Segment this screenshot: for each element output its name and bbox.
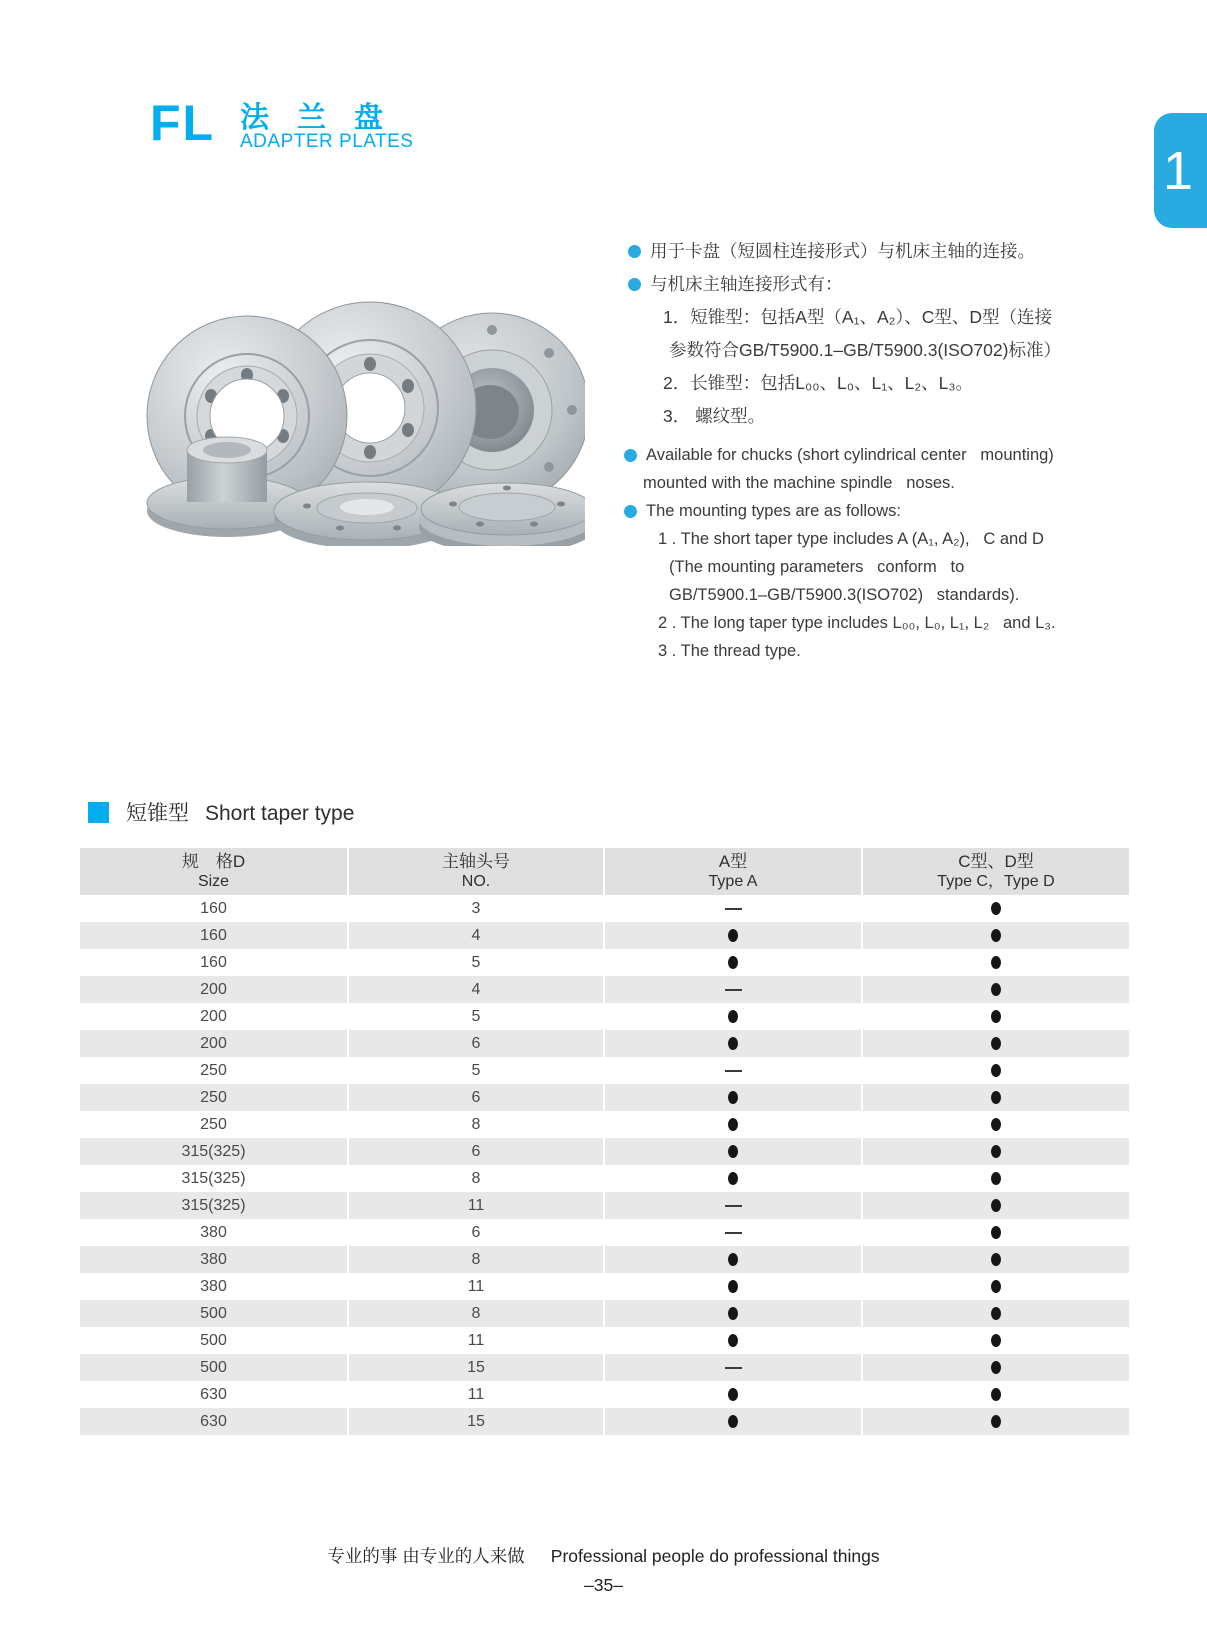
page-number: –35– [584,1575,623,1595]
not-available-dash-icon [725,1070,742,1072]
available-dot-icon [991,1280,1001,1293]
intro-line [624,497,1204,525]
type-cd-cell [863,1327,1129,1354]
size-cell: 500 [200,1331,227,1349]
no-cell: 4 [349,976,603,1003]
section-marker-icon [88,802,109,823]
table-header-row [80,848,1129,895]
intro-line [624,469,1204,497]
type-cd-cell [863,1165,1129,1192]
intro-line [628,399,1193,432]
bullet-icon [628,245,641,258]
available-dot-icon [728,1388,738,1401]
size-cell: 315(325) [80,1192,347,1219]
type-a-cell [605,1030,861,1057]
bullet-icon [624,449,637,462]
available-dot-icon [991,1118,1001,1131]
intro-line-text: (The mounting parameters conform to [669,557,965,576]
size-cell: 315(325) [181,1169,246,1187]
type-a-cell [605,1003,861,1030]
size-cell: 500 [80,1354,347,1381]
intro-line [628,234,1193,267]
col-header-size: 规 格D Size [80,848,347,895]
table-row [80,949,1129,976]
intro-line [624,609,1204,637]
type-a-cell [605,895,861,922]
page-title-en: ADAPTER PLATES [240,131,414,152]
no-cell: 11 [467,1385,485,1403]
col-header-no: 主轴头号 NO. [349,848,603,895]
intro-line-text: 与机床主轴连接形式有： [650,274,843,294]
available-dot-icon [728,929,738,942]
intro-line [628,366,1193,399]
type-cd-cell [863,1192,1129,1219]
available-dot-icon [728,956,738,969]
not-available-dash-icon [725,1205,742,1207]
bullet-icon [628,278,641,291]
intro-line-text: Available for chucks (short cylindrical center mounting) [646,445,1054,464]
no-cell: 11 [467,1331,485,1349]
intro-line-text: mounted with the machine spindle noses. [643,473,955,492]
available-dot-icon [991,929,1001,942]
type-cd-cell [863,1246,1129,1273]
intro-line-text: 参数符合GB/T5900.1–GB/T5900.3(ISO702)标准） [669,340,1061,360]
type-cd-cell [863,1084,1129,1111]
intro-en-block [624,441,1204,665]
size-cell: 380 [200,1277,227,1295]
available-dot-icon [991,1226,1001,1239]
intro-line [628,267,1193,300]
type-a-cell [605,1192,861,1219]
available-dot-icon [728,1118,738,1131]
no-cell: 11 [467,1277,485,1295]
available-dot-icon [991,1145,1001,1158]
available-dot-icon [728,1037,738,1050]
table-row [80,1084,1129,1111]
table-row [80,1246,1129,1273]
chapter-number: 1 [1163,140,1194,201]
bullet-icon [624,505,637,518]
available-dot-icon [728,1280,738,1293]
type-a-cell [605,1273,861,1300]
table-row [80,1003,1129,1030]
available-dot-icon [991,1307,1001,1320]
type-cd-cell [863,1057,1129,1084]
table-row [80,1354,1129,1381]
size-cell: 500 [80,1300,347,1327]
intro-line-text: 用于卡盘（短圆柱连接形式）与机床主轴的连接。 [650,241,1035,261]
no-cell: 4 [349,922,603,949]
type-cd-cell [863,1273,1129,1300]
table-row [80,1219,1129,1246]
no-cell: 6 [349,1030,603,1057]
available-dot-icon [991,956,1001,969]
intro-line [628,300,1193,333]
size-cell: 160 [200,953,227,971]
table-row [80,1327,1129,1354]
type-a-cell [605,1084,861,1111]
available-dot-icon [728,1010,738,1023]
table-row [80,1381,1129,1408]
size-cell: 160 [200,899,227,917]
no-cell: 8 [471,1115,481,1133]
type-cd-cell [863,1138,1129,1165]
type-a-cell [605,1111,861,1138]
type-cd-cell [863,1381,1129,1408]
type-a-cell [605,1165,861,1192]
size-cell: 250 [80,1084,347,1111]
table-row [80,1030,1129,1057]
not-available-dash-icon [725,1367,742,1369]
type-a-cell [605,949,861,976]
available-dot-icon [991,1172,1001,1185]
table-row [80,1192,1129,1219]
available-dot-icon [991,1010,1001,1023]
size-cell: 200 [200,1007,227,1025]
no-cell: 8 [349,1246,603,1273]
type-cd-cell [863,1300,1129,1327]
intro-line-text: 1 . The short taper type includes A (A₁, A₂), C and D [658,529,1044,548]
type-a-cell [605,1327,861,1354]
table-row [80,976,1129,1003]
intro-line-text: GB/T5900.1–GB/T5900.3(ISO702) standards). [669,585,1020,604]
size-cell: 630 [200,1385,227,1403]
no-cell: 15 [349,1354,603,1381]
flange-flat-right [419,483,585,546]
no-cell: 5 [471,1007,481,1025]
available-dot-icon [991,1415,1001,1428]
intro-line [628,333,1193,366]
size-cell: 250 [200,1061,227,1079]
available-dot-icon [991,1361,1001,1374]
type-cd-cell [863,976,1129,1003]
table-row [80,1408,1129,1435]
type-a-cell [605,922,861,949]
available-dot-icon [991,1388,1001,1401]
type-a-cell [605,1381,861,1408]
type-cd-cell [863,1111,1129,1138]
available-dot-icon [991,1253,1001,1266]
short-taper-table [80,848,1129,1435]
type-cd-cell [863,1408,1129,1435]
not-available-dash-icon [725,908,742,910]
size-cell: 380 [80,1246,347,1273]
type-a-cell [605,1300,861,1327]
available-dot-icon [991,1037,1001,1050]
chapter-tab [1154,113,1207,228]
no-cell: 8 [349,1300,603,1327]
available-dot-icon [728,1334,738,1347]
intro-line-text: 2．长锥型：包括L₀₀、L₀、L₁、L₂、L₃。 [663,373,974,393]
intro-line-text: The mounting types are as follows: [646,501,901,520]
type-cd-cell [863,1003,1129,1030]
no-cell: 15 [349,1408,603,1435]
available-dot-icon [728,1253,738,1266]
available-dot-icon [991,1199,1001,1212]
intro-line [624,637,1204,665]
footer-slogan-zh: 专业的事 由专业的人来做 [327,1546,525,1566]
product-photo [135,298,585,546]
available-dot-icon [728,1415,738,1428]
available-dot-icon [728,1172,738,1185]
type-cd-cell [863,1354,1129,1381]
size-cell: 160 [80,922,347,949]
intro-line [624,581,1204,609]
no-cell: 8 [471,1169,481,1187]
type-cd-cell [863,922,1129,949]
table-row [80,895,1129,922]
table-row [80,922,1129,949]
intro-line [624,553,1204,581]
section-title-en: Short taper type [205,802,355,825]
available-dot-icon [728,1145,738,1158]
page-title-zh: 法 兰 盘 [240,102,394,134]
size-cell: 315(325) [80,1138,347,1165]
no-cell: 5 [471,953,481,971]
no-cell: 6 [349,1084,603,1111]
section-title-zh: 短锥型 [126,802,189,825]
type-a-cell [605,1354,861,1381]
section-header [88,797,354,827]
no-cell: 6 [349,1138,603,1165]
not-available-dash-icon [725,1232,742,1234]
size-cell: 630 [80,1408,347,1435]
intro-line [624,525,1204,553]
type-a-cell [605,976,861,1003]
intro-line-text: 3． 螺纹型。 [663,406,766,426]
table-row [80,1111,1129,1138]
table-row [80,1300,1129,1327]
available-dot-icon [728,1091,738,1104]
no-cell: 5 [471,1061,481,1079]
table-row [80,1165,1129,1192]
type-cd-cell [863,895,1129,922]
available-dot-icon [991,1064,1001,1077]
intro-line-text: 3 . The thread type. [658,641,801,660]
type-cd-cell [863,949,1129,976]
no-cell: 11 [349,1192,603,1219]
available-dot-icon [991,983,1001,996]
table-row [80,1273,1129,1300]
col-header-type-cd: C型、D型 Type C，Type D [863,848,1129,895]
footer-slogan-en: Professional people do professional things [550,1546,880,1566]
intro-line-text: 2 . The long taper type includes L₀₀, L₀, L₁, L₂ and L₃. [658,613,1056,632]
no-cell: 6 [471,1223,481,1241]
col-header-type-a: A型 Type A [605,848,861,895]
intro-line [624,441,1204,469]
available-dot-icon [991,1334,1001,1347]
table-row [80,1057,1129,1084]
section-title [126,797,354,827]
type-a-cell [605,1246,861,1273]
size-cell: 250 [200,1115,227,1133]
intro-zh-block [628,234,1193,432]
type-a-cell [605,1138,861,1165]
not-available-dash-icon [725,989,742,991]
type-cd-cell [863,1030,1129,1057]
available-dot-icon [991,1091,1001,1104]
available-dot-icon [728,1307,738,1320]
size-cell: 200 [80,1030,347,1057]
available-dot-icon [991,902,1001,915]
intro-line-text: 1．短锥型：包括A型（A₁、A₂）、C型、D型（连接 [663,307,1052,327]
type-a-cell [605,1408,861,1435]
brand-code: FL [150,95,216,151]
table-row [80,1138,1129,1165]
size-cell: 200 [80,976,347,1003]
table-body [80,895,1129,1435]
type-a-cell [605,1219,861,1246]
type-cd-cell [863,1219,1129,1246]
size-cell: 380 [200,1223,227,1241]
no-cell: 3 [471,899,481,917]
footer-slogan [0,1543,1207,1568]
type-a-cell [605,1057,861,1084]
